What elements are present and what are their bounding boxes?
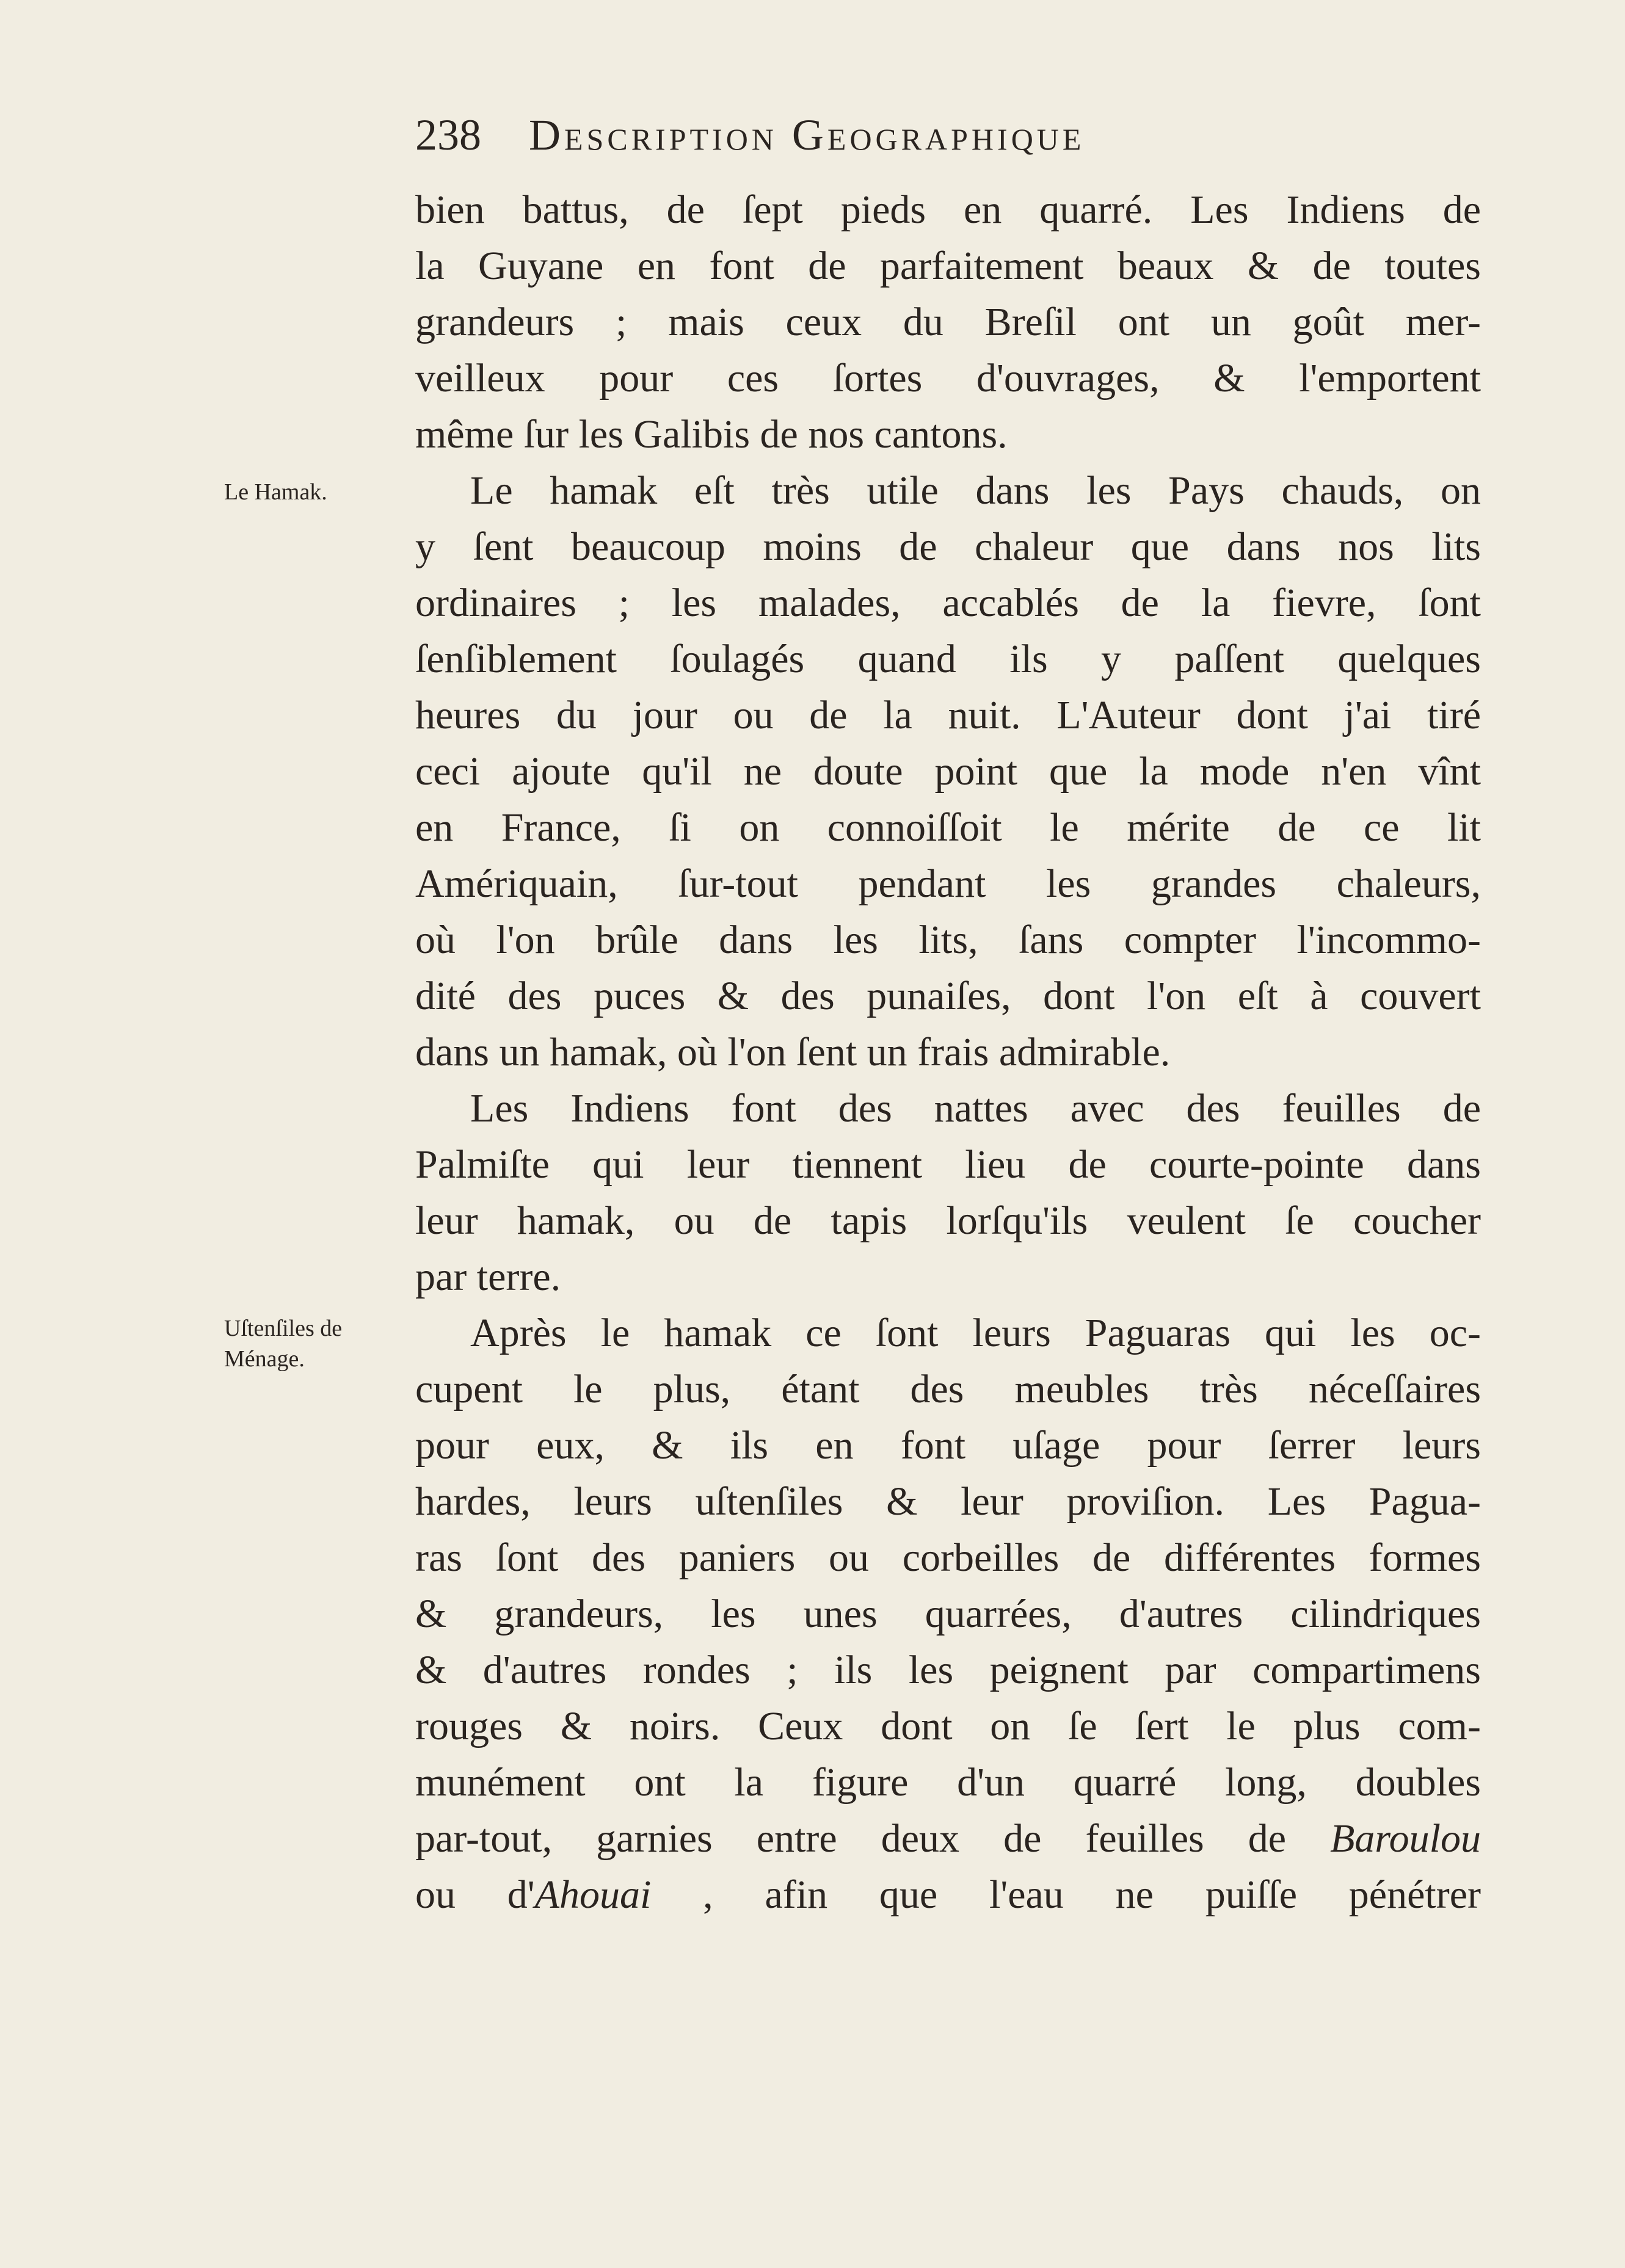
text-segment: Les Indiens font des nattes avec des feuilles de: [470, 1086, 1481, 1131]
text-line: [415, 463, 1481, 519]
text-segment: ordinaires ; les malades, accablés de la fievre, ſont: [415, 581, 1481, 625]
text-segment: où l'on brûle dans les lits, ſans compter l'incommo-: [415, 918, 1481, 962]
text-segment: Après le hamak ce ſont leurs Paguaras qui les oc-: [470, 1311, 1481, 1355]
running-title: Description Geographique: [529, 111, 1085, 159]
italic-term: Ahouai: [534, 1872, 652, 1917]
text-segment: Amériquain, ſur-tout pendant les grandes chaleurs,: [415, 861, 1481, 906]
text-segment: hardes, leurs uſtenſiles & leur proviſion. Les Pagua-: [415, 1479, 1481, 1524]
text-line: [415, 1249, 1481, 1305]
text-line: [415, 1755, 1481, 1811]
text-line: [415, 350, 1481, 407]
text-segment: même ſur les Galibis de nos cantons.: [415, 412, 1008, 457]
text-line: [415, 407, 1481, 463]
text-segment: ceci ajoute qu'il ne doute point que la mode n'en vînt: [415, 749, 1481, 794]
text-line: [415, 519, 1481, 575]
text-segment: y ſent beaucoup moins de chaleur que dans nos lits: [415, 524, 1481, 569]
text-segment: , afin que l'eau ne puiſſe pénétrer: [651, 1872, 1481, 1917]
text-segment: cupent le plus, étant des meubles très néceſſaires: [415, 1367, 1481, 1411]
text-line: [415, 1698, 1481, 1755]
text-segment: dité des puces & des punaiſes, dont l'on eſt à couvert: [415, 974, 1481, 1018]
text-segment: ſenſiblement ſoulagés quand ils y paſſent quelques: [415, 637, 1481, 681]
text-segment: par-tout, garnies entre deux de feuilles de: [415, 1816, 1331, 1861]
text-line: [415, 1024, 1481, 1081]
text-segment: leur hamak, ou de tapis lorſqu'ils veulent ſe coucher: [415, 1198, 1481, 1243]
text-segment: ou d': [415, 1872, 535, 1917]
running-header: [415, 110, 1368, 171]
text-line: [415, 1361, 1481, 1418]
text-line: [415, 575, 1481, 631]
text-line: [415, 1474, 1481, 1530]
text-segment: heures du jour ou de la nuit. L'Auteur dont j'ai tiré: [415, 693, 1481, 737]
text-line: [415, 631, 1481, 687]
page-number: 238: [415, 111, 481, 159]
body-text: [415, 182, 1481, 1923]
italic-term: Baroulou: [1330, 1816, 1481, 1861]
text-line: [415, 1867, 1481, 1923]
text-line: [415, 912, 1481, 968]
text-line: [415, 1305, 1481, 1361]
text-line: [415, 1418, 1481, 1474]
text-line: [415, 1586, 1481, 1642]
text-segment: munément ont la figure d'un quarré long, doubles: [415, 1760, 1481, 1805]
text-line: [415, 1193, 1481, 1249]
text-line: [415, 1811, 1481, 1867]
text-segment: grandeurs ; mais ceux du Breſil ont un goût mer-: [415, 300, 1481, 344]
text-segment: dans un hamak, où l'on ſent un frais admirable.: [415, 1030, 1171, 1074]
text-line: [415, 1530, 1481, 1586]
text-segment: & grandeurs, les unes quarrées, d'autres cilindriques: [415, 1592, 1481, 1636]
text-line: [415, 294, 1481, 350]
margin-note-hamak: Le Hamak.: [224, 479, 327, 505]
text-line: [415, 968, 1481, 1024]
text-segment: Le hamak eſt très utile dans les Pays chauds, on: [470, 468, 1481, 513]
text-line: [415, 856, 1481, 912]
text-line: [415, 1137, 1481, 1193]
text-line: [415, 687, 1481, 744]
text-segment: bien battus, de ſept pieds en quarré. Les Indiens de: [415, 187, 1481, 232]
margin-note-menage: Ménage.: [224, 1346, 305, 1372]
text-line: [415, 238, 1481, 294]
text-line: [415, 1081, 1481, 1137]
text-segment: pour eux, & ils en font uſage pour ſerrer leurs: [415, 1423, 1481, 1468]
text-segment: par terre.: [415, 1255, 561, 1299]
text-segment: Palmiſte qui leur tiennent lieu de courte-pointe dans: [415, 1142, 1481, 1187]
text-segment: rouges & noirs. Ceux dont on ſe ſert le plus com-: [415, 1704, 1481, 1748]
text-line: [415, 1642, 1481, 1698]
text-line: [415, 182, 1481, 238]
text-segment: en France, ſi on connoiſſoit le mérite de ce lit: [415, 805, 1481, 850]
text-segment: ras ſont des paniers ou corbeilles de différentes formes: [415, 1535, 1481, 1580]
margin-note-ustensiles: Uſtenſiles de: [224, 1316, 343, 1341]
text-line: [415, 800, 1481, 856]
text-segment: veilleux pour ces ſortes d'ouvrages, & l'emportent: [415, 356, 1481, 400]
text-segment: & d'autres rondes ; ils les peignent par compartimens: [415, 1648, 1481, 1692]
text-line: [415, 744, 1481, 800]
text-segment: la Guyane en font de parfaitement beaux & de toutes: [415, 244, 1481, 288]
